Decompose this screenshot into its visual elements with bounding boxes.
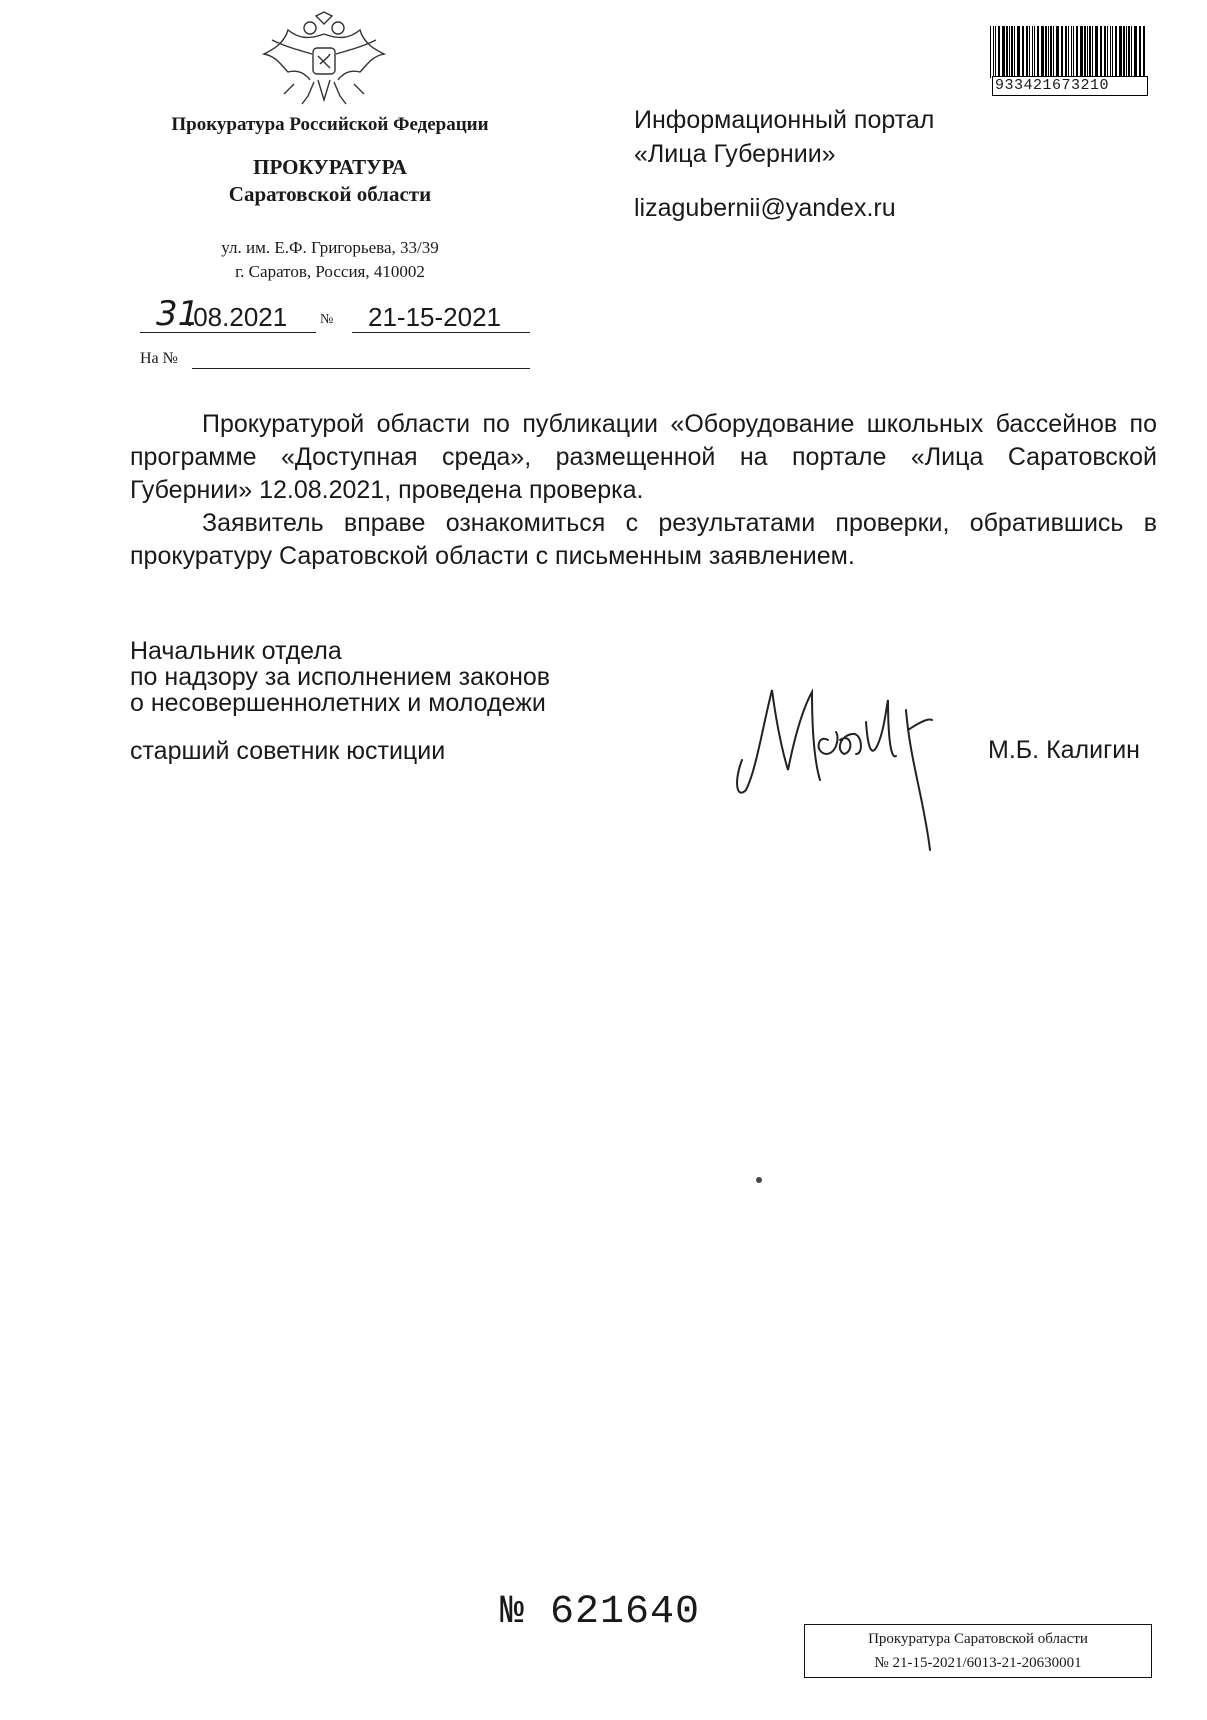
- registration-number: 21-15-2021: [368, 302, 501, 332]
- position-line-1: Начальник отдела: [130, 637, 342, 665]
- body-paragraph-1: Прокуратурой области по публикации «Оборудование школьных бассейнов по программе «Доступная среда», размещенной на портале «Лица Саратовской Губернии» 12.08.2021, проведена проверка.: [130, 410, 1157, 504]
- barcode-bar: [1068, 26, 1069, 78]
- barcode-bar: [1006, 26, 1008, 78]
- registration-line: [140, 294, 530, 334]
- barcode-bar: [1115, 26, 1117, 78]
- letter-body: [130, 408, 1157, 573]
- barcode-bar: [1131, 26, 1132, 78]
- signer-position: [130, 638, 650, 716]
- stamp-line-1: Прокуратура Саратовской области: [868, 1631, 1088, 1647]
- barcode-bar: [1104, 26, 1106, 78]
- barcode-bar: [1089, 26, 1091, 78]
- barcode-bar: [1011, 26, 1013, 78]
- registration-day: 31: [156, 294, 200, 334]
- stamp-line-2: № 21-15-2021/6013-21-20630001: [874, 1655, 1082, 1671]
- barcode-bar: [1071, 26, 1072, 78]
- barcode-bar: [1084, 26, 1086, 78]
- barcode-bar: [998, 26, 1000, 78]
- reference-label: На №: [140, 350, 178, 367]
- barcode-bar: [993, 26, 994, 78]
- barcode-bar: [1022, 26, 1024, 78]
- organization-region: Саратовской области: [228, 182, 432, 206]
- barcode-bar: [1107, 26, 1108, 78]
- recipient-line-2: «Лица Губернии»: [634, 140, 836, 168]
- organization-address: [130, 236, 530, 284]
- barcode-bar: [1045, 26, 1047, 78]
- barcode-bar: [1032, 26, 1033, 78]
- parent-organization: Прокуратура Российской Федерации: [171, 114, 489, 135]
- barcode-bar: [1110, 26, 1111, 78]
- barcode-bar: [1048, 26, 1049, 78]
- barcode-bar: [1034, 26, 1035, 78]
- barcode-bar: [1128, 26, 1130, 78]
- handwritten-signature: [732, 670, 972, 860]
- barcode-bar: [1126, 26, 1127, 78]
- barcode-bar: [1029, 26, 1030, 78]
- barcode-bar: [1041, 26, 1044, 78]
- barcode-bar: [990, 26, 991, 78]
- registration-month-year: .08.2021: [186, 302, 288, 332]
- address-line-1: ул. им. Е.Ф. Григорьева, 33/39: [221, 238, 439, 257]
- document-serial-number: № 621640: [500, 1590, 701, 1635]
- address-line-2: г. Саратов, Россия, 410002: [235, 262, 425, 281]
- barcode-bar: [1056, 26, 1059, 78]
- barcode-bar: [1014, 26, 1015, 78]
- barcode-bar: [1087, 26, 1088, 78]
- barcode-bar: [1050, 26, 1052, 78]
- barcode-bar: [1073, 26, 1074, 78]
- barcode-bar: [1134, 26, 1137, 78]
- barcode-bar: [1009, 26, 1010, 78]
- russian-eagle-emblem-icon: [258, 10, 390, 110]
- position-line-3: о несовершеннолетних и молодежи: [130, 689, 546, 717]
- barcode-bar: [1061, 26, 1063, 78]
- barcode-bar: [1100, 26, 1102, 78]
- organization-name: [130, 154, 530, 208]
- position-line-2: по надзору за исполнением законов: [130, 663, 551, 691]
- barcode-bar: [1123, 26, 1125, 78]
- barcode-bar: [1026, 26, 1028, 78]
- registration-number-sign: №: [320, 312, 334, 327]
- barcode-bar: [995, 26, 996, 78]
- recipient-line-1: Информационный портал: [634, 106, 935, 134]
- barcode-bar: [1037, 26, 1039, 78]
- barcode-bar: [1092, 26, 1093, 78]
- barcode-bar: [1076, 26, 1078, 78]
- barcode-bar: [1119, 26, 1122, 78]
- recipient-block: [634, 103, 1034, 171]
- barcode-bar: [1095, 26, 1098, 78]
- barcode-bar: [1002, 26, 1005, 78]
- signer-rank: старший советник юстиции: [130, 737, 446, 765]
- barcode-bar: [1112, 26, 1113, 78]
- organization-title: ПРОКУРАТУРА: [253, 155, 407, 179]
- barcode-bar: [1017, 26, 1020, 78]
- reference-line: [140, 350, 530, 368]
- barcode-digits: 933421673210: [992, 76, 1148, 96]
- body-paragraph-2: Заявитель вправе ознакомиться с результатами проверки, обратившись в прокуратуру Саратовской области с письменным заявлением.: [130, 509, 1157, 570]
- barcode-bar: [1065, 26, 1067, 78]
- barcode-bar: [1080, 26, 1083, 78]
- signer-name: М.Б. Калигин: [988, 736, 1140, 764]
- scan-artifact-dot: [756, 1177, 762, 1183]
- recipient-email: lizagubernii@yandex.ru: [634, 194, 896, 222]
- barcode-bar: [1053, 26, 1054, 78]
- registration-stamp: [804, 1624, 1152, 1678]
- barcode-bar: [1139, 26, 1141, 78]
- barcode-bar: [1143, 26, 1145, 78]
